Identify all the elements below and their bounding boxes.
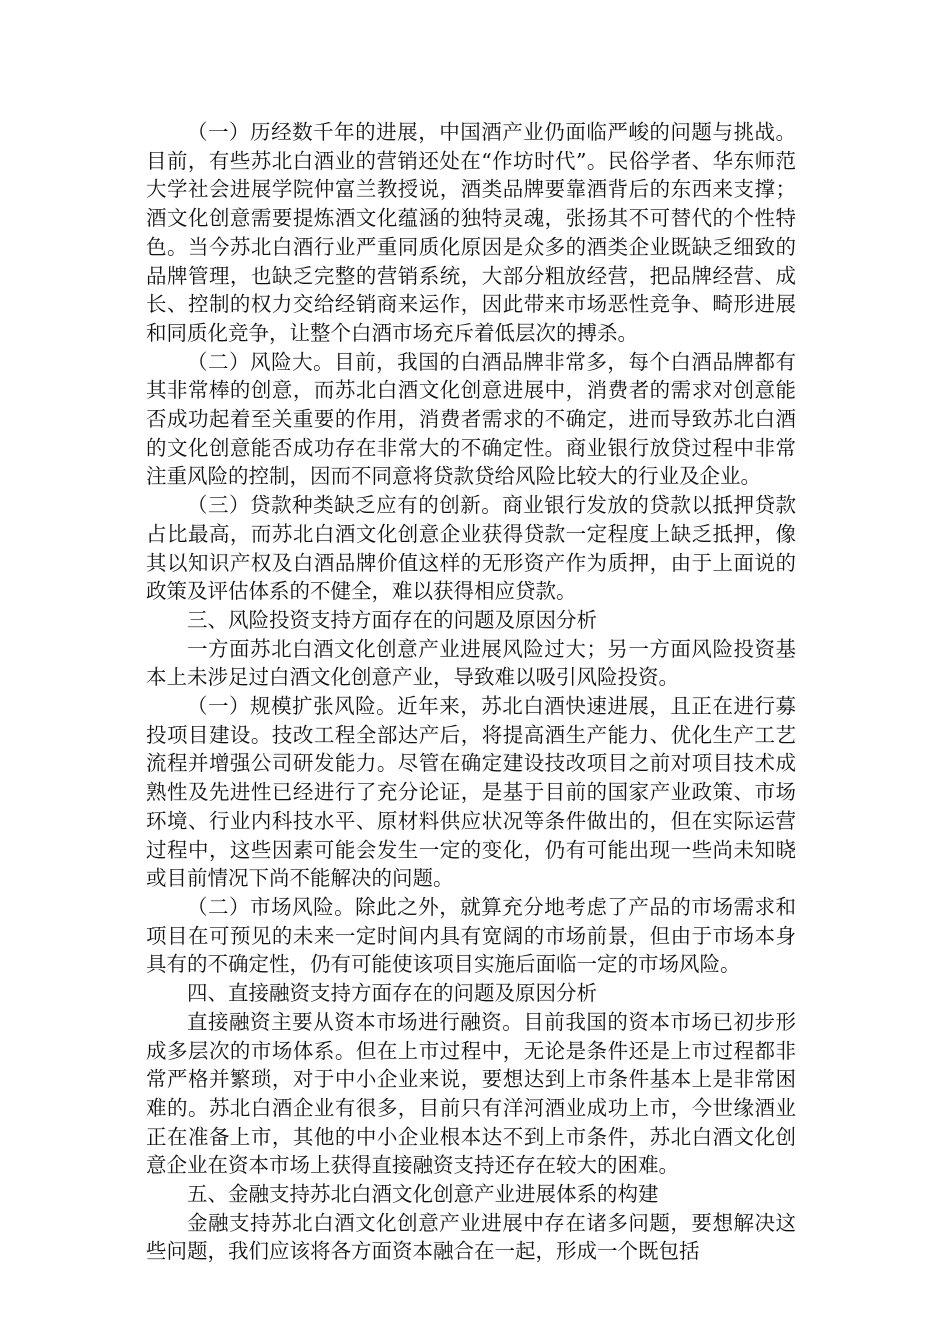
section-heading-direct-financing: 四、直接融资支持方面存在的问题及原因分析 — [187, 981, 597, 1006]
paragraph-loan-types: （三）贷款种类缺乏应有的创新。商业银行发放的贷款以抵押贷款占比最高，而苏北白酒文化创意企业获得贷款一定程度上缺乏抵押，像其以知识产权及白酒品牌价值这样的无形资产作为质押，由于上面说的政策及评估体系的不健全，难以获得相应贷款。 — [146, 493, 796, 604]
section-heading-venture-capital: 三、风险投资支持方面存在的问题及原因分析 — [187, 607, 597, 632]
paragraph-venture-overview: 一方面苏北白酒文化创意产业进展风险过大；另一方面风险投资基本上未涉足过白酒文化创意产业，导致难以吸引风险投资。 — [146, 636, 796, 690]
document-page — [146, 118, 796, 1266]
paragraph-system-construction: 金融支持苏北白酒文化创意产业进展中存在诸多问题，要想解决这些问题，我们应该将各方面资本融合在一起，形成一个既包括 — [146, 1210, 796, 1264]
paragraph-direct-financing: 直接融资主要从资本市场进行融资。目前我国的资本市场已初步形成多层次的市场体系。但在上市过程中，无论是条件还是上市过程都非常严格并繁琐，对于中小企业来说，要想达到上市条件基本上是非常困难的。苏北白酒企业有很多，目前只有洋河酒业成功上市，今世缘酒业正在准备上市，其他的中小企业根本达不到上市条件，苏北白酒文化创意企业在资本市场上获得直接融资支持还存在较大的困难。 — [146, 1009, 796, 1178]
paragraph-scale-risk: （一）规模扩张风险。近年来，苏北白酒快速进展，且正在进行募投项目建设。技改工程全部达产后，将提高酒生产能力、优化生产工艺流程并增强公司研发能力。尽管在确定建设技改项目之前对项目技术成熟性及先进性已经进行了充分论证，是基于目前的国家产业政策、市场环境、行业内科技水平、原材料供应状况等条件做出的，但在实际运营过程中，这些因素可能会发生一定的变化，仍有可能出现一些尚未知晓或目前情况下尚不能解决的问题。 — [146, 694, 796, 891]
paragraph-risk: （二）风险大。目前，我国的白酒品牌非常多，每个白酒品牌都有其非常棒的创意，而苏北白酒文化创意进展中，消费者的需求对创意能否成功起着至关重要的作用，消费者需求的不确定，进而导致苏北白酒的文化创意能否成功存在非常大的不确定性。商业银行放贷过程中非常注重风险的控制，因而不同意将贷款贷给风险比较大的行业及企业。 — [146, 349, 796, 489]
section-heading-system-construction: 五、金融支持苏北白酒文化创意产业进展体系的构建 — [187, 1182, 659, 1207]
paragraph-market-risk: （二）市场风险。除此之外，就算充分地考虑了产品的市场需求和项目在可预见的未来一定时间内具有宽阔的市场前景，但由于市场本身具有的不确定性，仍有可能使该项目实施后面临一定的市场风险。 — [146, 894, 796, 977]
paragraph-brand-problem: （一）历经数千年的进展，中国酒产业仍面临严峻的问题与挑战。目前，有些苏北白酒业的营销还处在“作坊时代”。民俗学者、华东师范大学社会进展学院仲富兰教授说，酒类品牌要靠酒背后的东西来支撑；酒文化创意需要提炼酒文化蕴涵的独特灵魂，张扬其不可替代的个性特色。当今苏北白酒行业严重同质化原因是众多的酒类企业既缺乏细致的品牌管理，也缺乏完整的营销系统，大部分粗放经营，把品牌经营、成长、控制的权力交给经销商来运作，因此带来市场恶性竞争、畸形进展和同质化竞争，让整个白酒市场充斥着低层次的搏杀。 — [146, 120, 796, 345]
